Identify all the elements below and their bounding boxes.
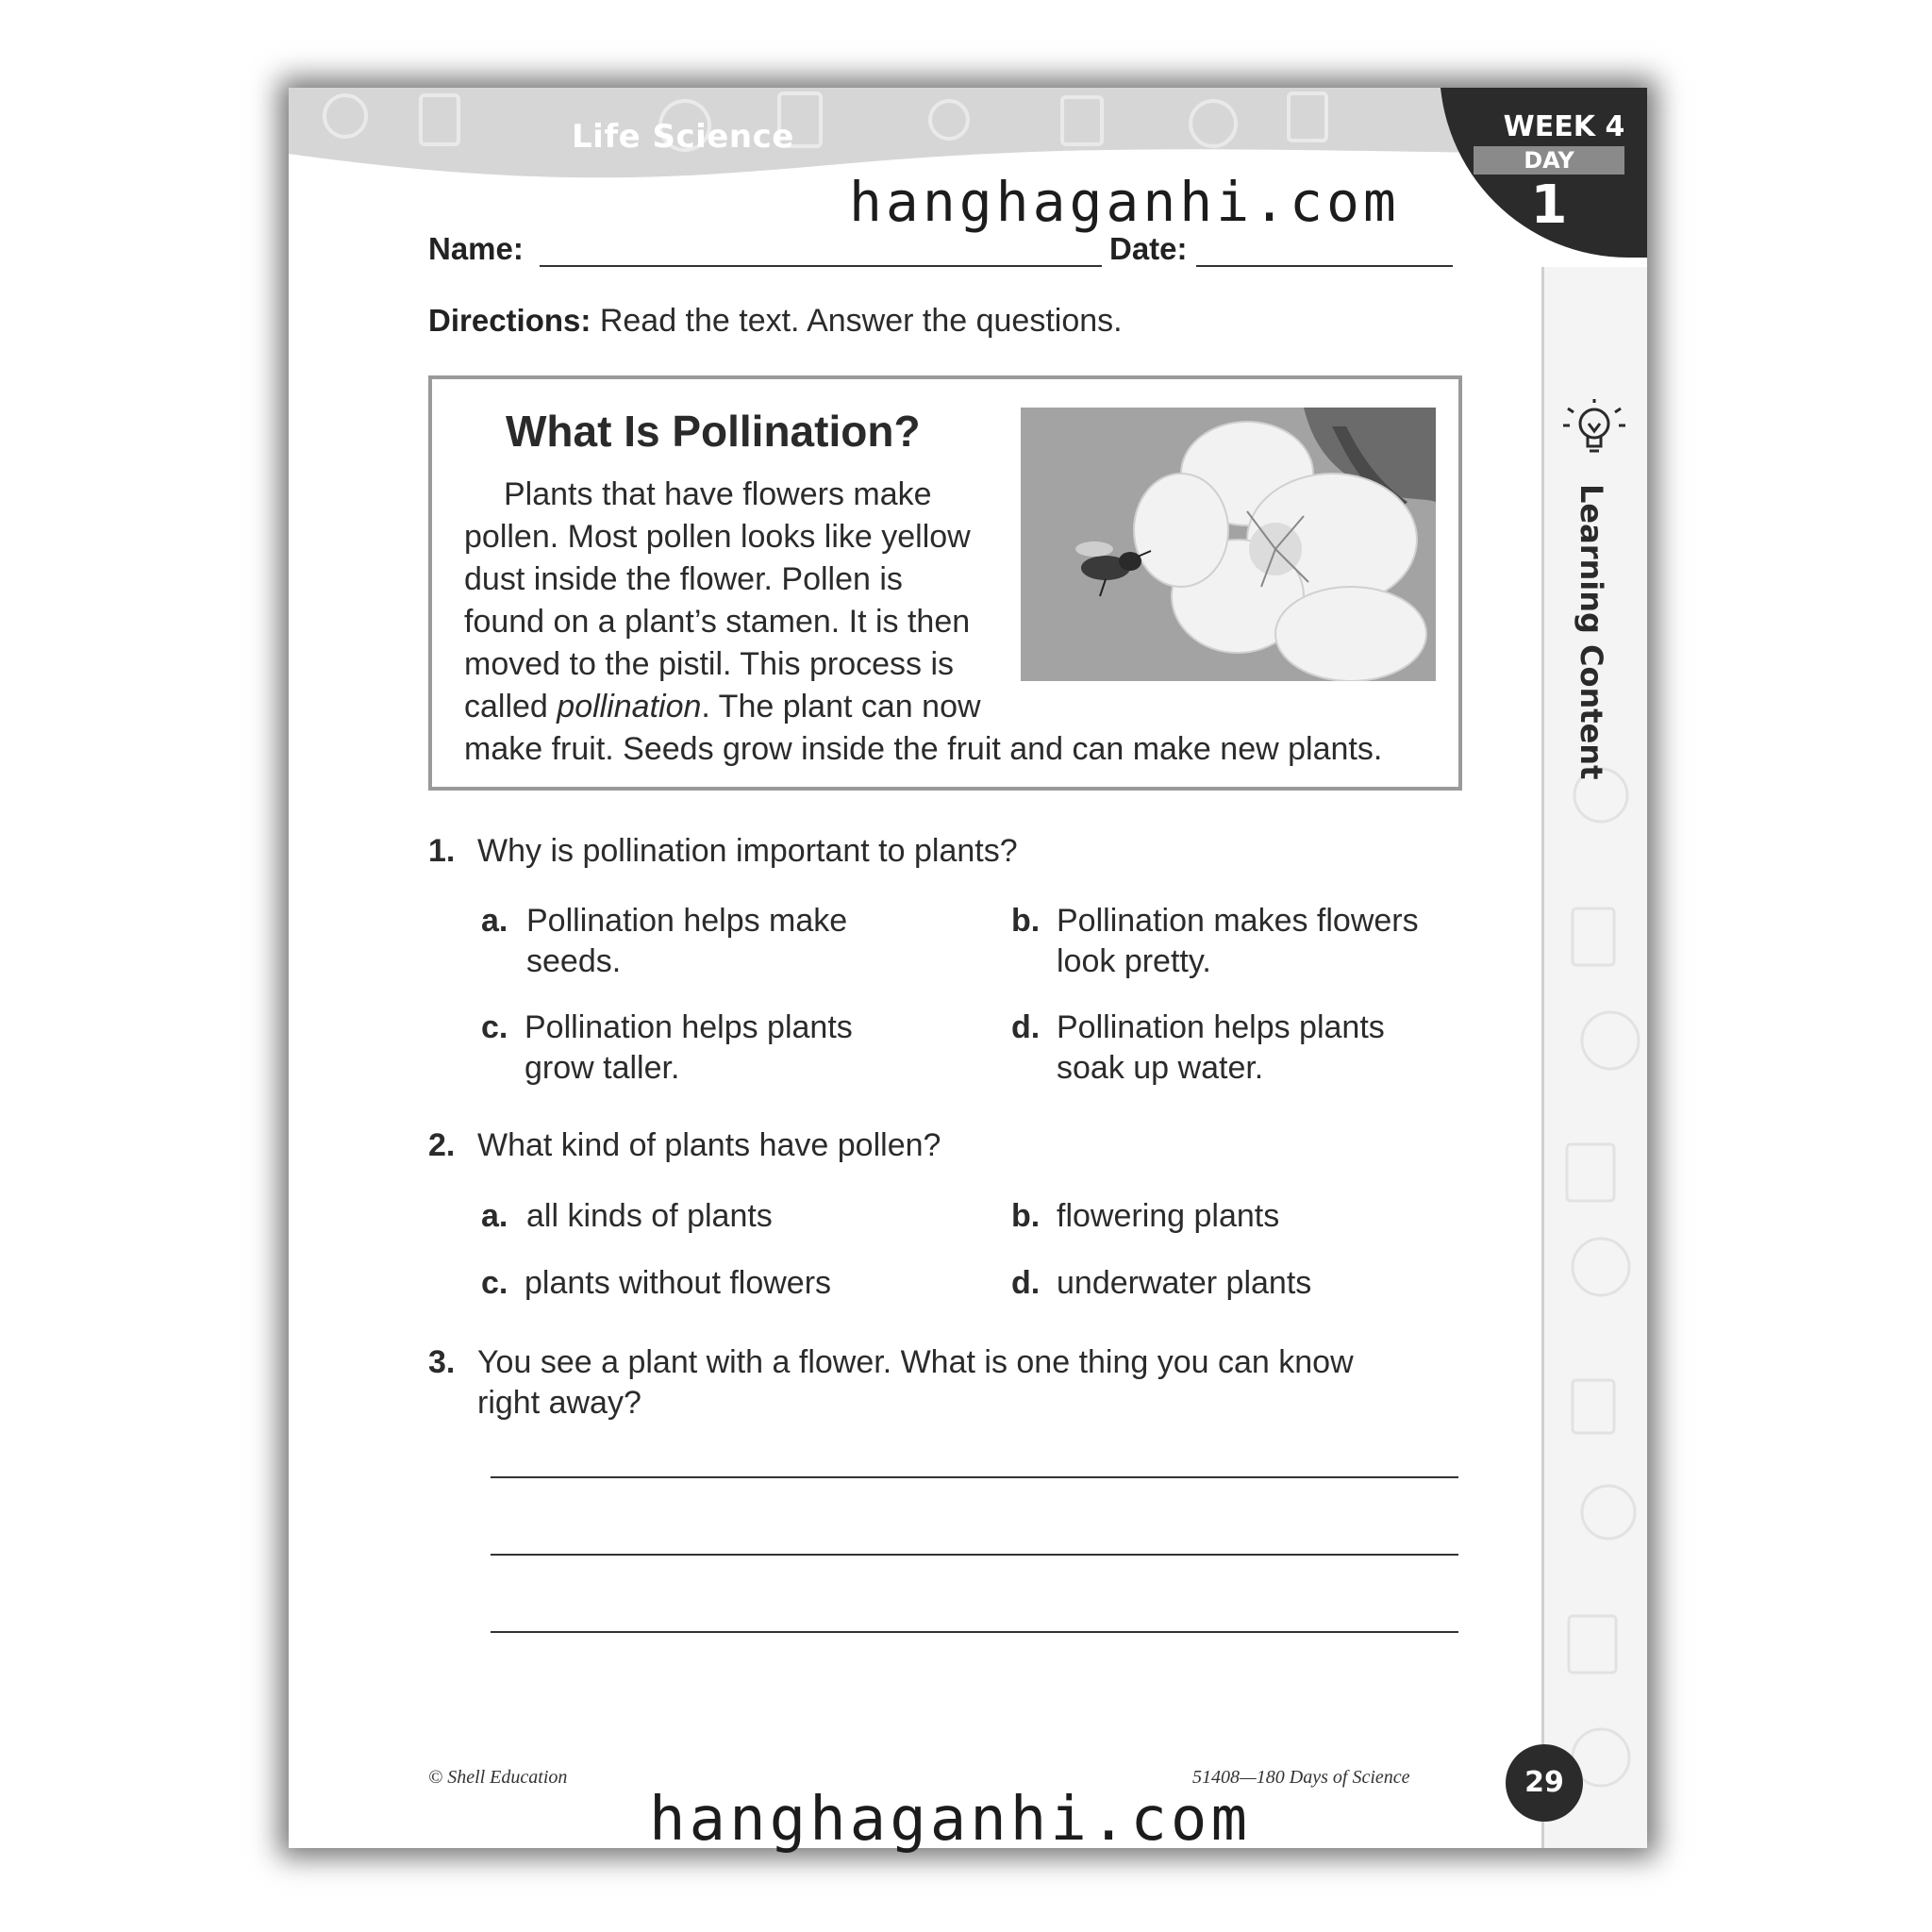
reading-line (464, 686, 1445, 728)
option-line: look pretty. (1057, 943, 1211, 979)
option-line: Pollination helps plants (525, 1009, 853, 1045)
worksheet-page (289, 88, 1647, 1848)
watermark-top: hanghaganhi.com (849, 170, 1400, 234)
page-number-badge: 29 (1506, 1744, 1583, 1822)
day-label: DAY (1474, 146, 1624, 175)
reading-passage-box (428, 375, 1462, 791)
question-number: 1. (428, 833, 456, 869)
date-label: Date: (1109, 231, 1188, 266)
subject-label: Life Science (572, 118, 794, 156)
reading-line: found on a plant’s stamen. It is then (464, 604, 971, 640)
option-letter: d. (1011, 1265, 1041, 1301)
question-3 (428, 1342, 1354, 1424)
option-text (525, 1008, 853, 1089)
reading-paragraph (464, 474, 1445, 771)
option-letter: c. (481, 1009, 508, 1045)
lightbulb-icon (1560, 399, 1628, 459)
option-letter: b. (1011, 903, 1041, 939)
option-text: all kinds of plants (526, 1198, 773, 1234)
answer-line[interactable] (491, 1554, 1458, 1556)
option-text (526, 901, 847, 982)
option-letter: a. (481, 903, 508, 939)
option-text: flowering plants (1057, 1198, 1280, 1234)
pollination-term: pollination (557, 689, 702, 724)
question-text (477, 1342, 1354, 1424)
question-text: What kind of plants have pollen? (477, 1127, 941, 1163)
question-number: 3. (428, 1344, 456, 1380)
reading-line: moved to the pistil. This process is (464, 646, 955, 682)
option-line: Pollination helps make (526, 903, 848, 939)
question-1 (428, 833, 1018, 870)
option-text: plants without flowers (525, 1265, 832, 1301)
reading-line: pollen. Most pollen looks like yellow (464, 519, 971, 555)
watermark-bottom: hanghaganhi.com (649, 1785, 1251, 1855)
answer-line[interactable] (491, 1631, 1458, 1633)
date-field[interactable] (1196, 265, 1453, 267)
reading-title: What Is Pollination? (506, 407, 921, 456)
option-letter: b. (1011, 1198, 1041, 1234)
option-line: Pollination makes flowers (1057, 903, 1419, 939)
question-text: Why is pollination important to plants? (477, 833, 1018, 869)
option-text (1057, 1008, 1385, 1089)
option-line: grow taller. (525, 1050, 680, 1086)
directions-text: Read the text. Answer the questions. (591, 303, 1123, 339)
footer-publisher: © Shell Education (428, 1767, 568, 1788)
question-number: 2. (428, 1127, 456, 1163)
name-label: Name: (428, 231, 524, 266)
footer-book-title: 51408—180 Days of Science (1192, 1767, 1410, 1788)
question-line: right away? (477, 1385, 641, 1421)
reading-line: Plants that have flowers make (504, 476, 932, 512)
question-2 (428, 1127, 941, 1164)
reading-text: called (464, 689, 558, 724)
reading-line: make fruit. Seeds grow inside the fruit and can make new plants. (464, 731, 1383, 767)
option-letter: d. (1011, 1009, 1041, 1045)
question-line: You see a plant with a flower. What is one thing you can know (477, 1344, 1354, 1380)
option-text: underwater plants (1057, 1265, 1312, 1301)
option-line: Pollination helps plants (1057, 1009, 1385, 1045)
directions (428, 303, 1123, 340)
option-line: soak up water. (1057, 1050, 1264, 1086)
answer-line[interactable] (491, 1476, 1458, 1478)
reading-text: . The plant can now (701, 689, 981, 724)
option-text (1057, 901, 1419, 982)
learning-content-label: Learning Content (1574, 484, 1609, 780)
option-line: seeds. (526, 943, 622, 979)
name-field[interactable] (540, 265, 1102, 267)
option-letter: a. (481, 1198, 508, 1234)
reading-line: dust inside the flower. Pollen is (464, 561, 903, 597)
option-letter: c. (481, 1265, 508, 1301)
day-number: 1 (1530, 175, 1568, 236)
directions-label: Directions: (428, 303, 591, 338)
week-label: WEEK 4 (1503, 110, 1625, 143)
